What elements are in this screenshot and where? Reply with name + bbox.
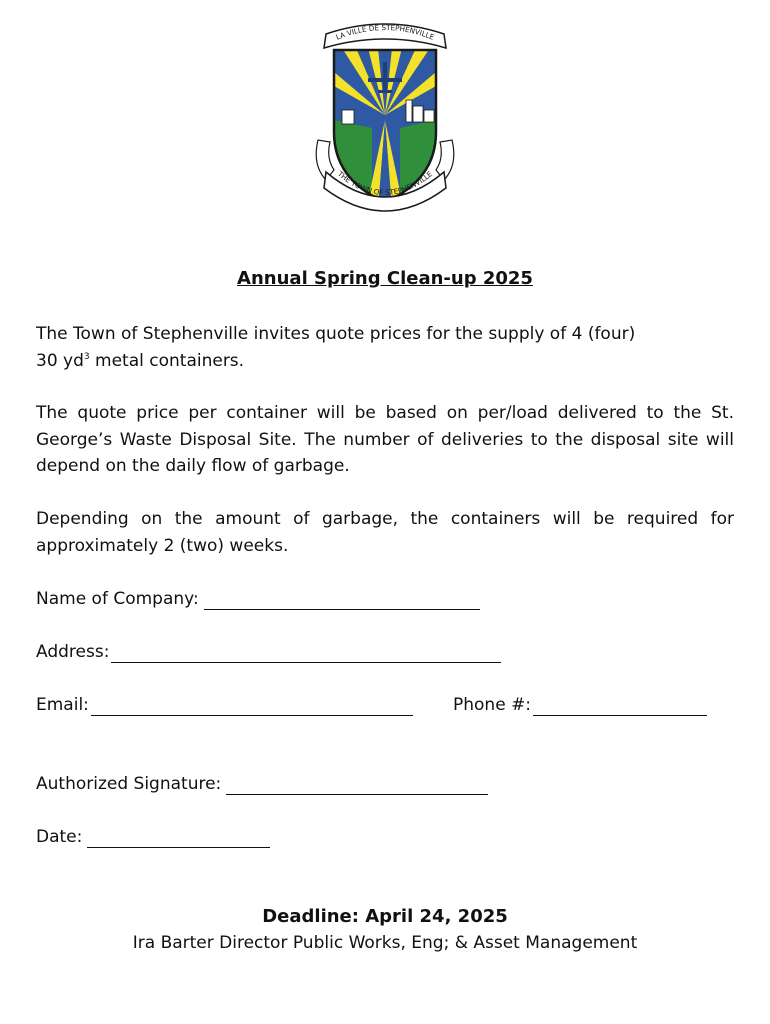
- crest-bottom-text: THE TOWN OF STEPHENVILLE: [335, 169, 435, 198]
- intro-line-1: The Town of Stephenville invites quote prices for the supply of 4 (four): [36, 324, 636, 344]
- duration-paragraph: Depending on the amount of garbage, the containers will be required for approximately 2 (two) weeks.: [36, 509, 734, 556]
- signoff-text: Ira Barter Director Public Works, Eng; & Asset Management: [132, 933, 638, 953]
- phone-blank-line[interactable]: [533, 698, 707, 716]
- document-title: Annual Spring Clean-up 2025: [237, 268, 533, 289]
- address-blank-line[interactable]: [111, 645, 501, 663]
- address-label: Address:: [36, 642, 110, 662]
- phone-label: Phone #:: [453, 695, 532, 715]
- address-field[interactable]: [36, 641, 501, 663]
- deadline-text: Deadline: April 24, 2025: [262, 906, 508, 927]
- intro-line-2-suffix: metal containers.: [89, 350, 245, 371]
- town-crest-logo: [312, 20, 458, 216]
- cubic-superscript: 3: [83, 351, 90, 362]
- intro-line-2-prefix: 30 yd: [36, 350, 84, 371]
- date-blank-line[interactable]: [87, 830, 270, 848]
- signature-blank-line[interactable]: [226, 777, 488, 795]
- date-field[interactable]: [36, 826, 270, 848]
- signature-label: Authorized Signature:: [36, 774, 222, 794]
- email-blank-line[interactable]: [91, 698, 413, 716]
- company-blank-line[interactable]: [204, 592, 480, 610]
- company-field[interactable]: [36, 588, 480, 610]
- email-field[interactable]: [36, 694, 413, 716]
- intro-paragraph: [36, 321, 734, 374]
- date-label: Date:: [36, 827, 83, 847]
- email-label: Email:: [36, 695, 89, 715]
- company-label: Name of Company:: [36, 589, 199, 609]
- crest-top-text: LA VILLE DE STEPHENVILLE: [334, 22, 436, 42]
- phone-field[interactable]: [453, 694, 707, 716]
- signature-field[interactable]: [36, 773, 488, 795]
- delivery-paragraph: The quote price per container will be based on per/load delivered to the St. George’s Waste Disposal Site. The number of deliveries to the disposal site will depend on the daily flow of garbage.: [36, 403, 734, 476]
